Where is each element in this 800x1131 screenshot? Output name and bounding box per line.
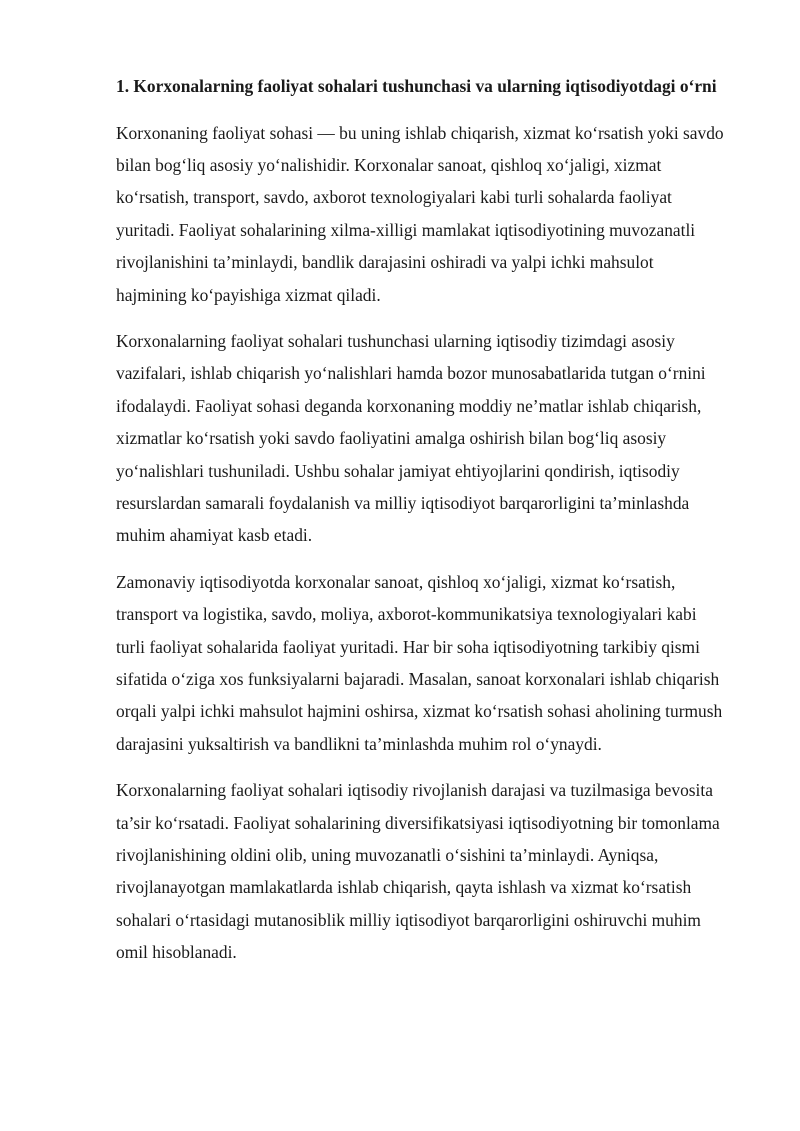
paragraph-4: Korxonalarning faoliyat sohalari iqtisodiy rivojlanish darajasi va tuzilmasiga bevosita ta’sir ko‘rsatadi. Faoliyat sohalarining diversifikatsiyasi iqtisodiyotning bir tomonlama rivojlanishining oldini olib, uning muvozanatli o‘sishini ta’minlaydi. Ayniqsa, rivojlanayotgan mamlakatlarda ishlab chiqarish, qayta ishlash va xizmat ko‘rsatish sohalari o‘rtasidagi mutanosiblik milliy iqtisodiyot barqarorligini oshiruvchi muhim omil hisoblanadi. [116,780,720,963]
paragraph-2: Korxonalarning faoliyat sohalari tushunchasi ularning iqtisodiy tizimdagi asosiy vazifalari, ishlab chiqarish yo‘nalishlari hamda bozor munosabatlarida tutgan o‘rnini ifodalaydi. Faoliyat sohasi deganda korxonaning moddiy ne’matlar ishlab chiqarish, xizmatlar ko‘rsatish yoki savdo faoliyatini amalga oshirish bilan bog‘liq asosiy yo‘nalishlari tushuniladi. Ushbu sohalar jamiyat ehtiyojlarini qondirish, iqtisodiy resurslardan samarali foydalanish va milliy iqtisodiyot barqarorligini ta’minlashda muhim ahamiyat kasb etadi. [116,330,706,546]
paragraph-1: Korxonaning faoliyat sohasi — bu uning ishlab chiqarish, xizmat ko‘rsatish yoki savdo bilan bog‘liq asosiy yo‘nalishidir. Korxonalar sanoat, qishloq xo‘jaligi, xizmat ko‘rsatish, transport, savdo, axborot texnologiyalari kabi turli sohalarda faoliyat yuritadi. Faoliyat sohalarining xilma-xilligi mamlakat iqtisodiyotining muvozanatli rivojlanishini ta’minlaydi, bandlik darajasini oshiradi va yalpi ichki mahsulot hajmining ko‘payishiga xizmat qiladi. [116,122,724,305]
paragraph-3: Zamonaviy iqtisodiyotda korxonalar sanoat, qishloq xo‘jaligi, xizmat ko‘rsatish, transport va logistika, savdo, moliya, axborot-kommunikatsiya texnologiyalari kabi turli faoliyat sohalarida faoliyat yuritadi. Har bir soha iqtisodiyotning tarkibiy qismi sifatida o‘ziga xos funksiyalarni bajaradi. Masalan, sanoat korxonalari ishlab chiqarish orqali yalpi ichki mahsulot hajmini oshirsa, xizmat ko‘rsatish sohasi aholining turmush darajasini yuksaltirish va bandlikni ta’minlashda muhim rol o‘ynaydi. [116,571,723,754]
document-page [116,70,728,983]
section-heading: 1. Korxonalarning faoliyat sohalari tushunchasi va ularning iqtisodiyotdagi o‘rni [116,76,717,96]
